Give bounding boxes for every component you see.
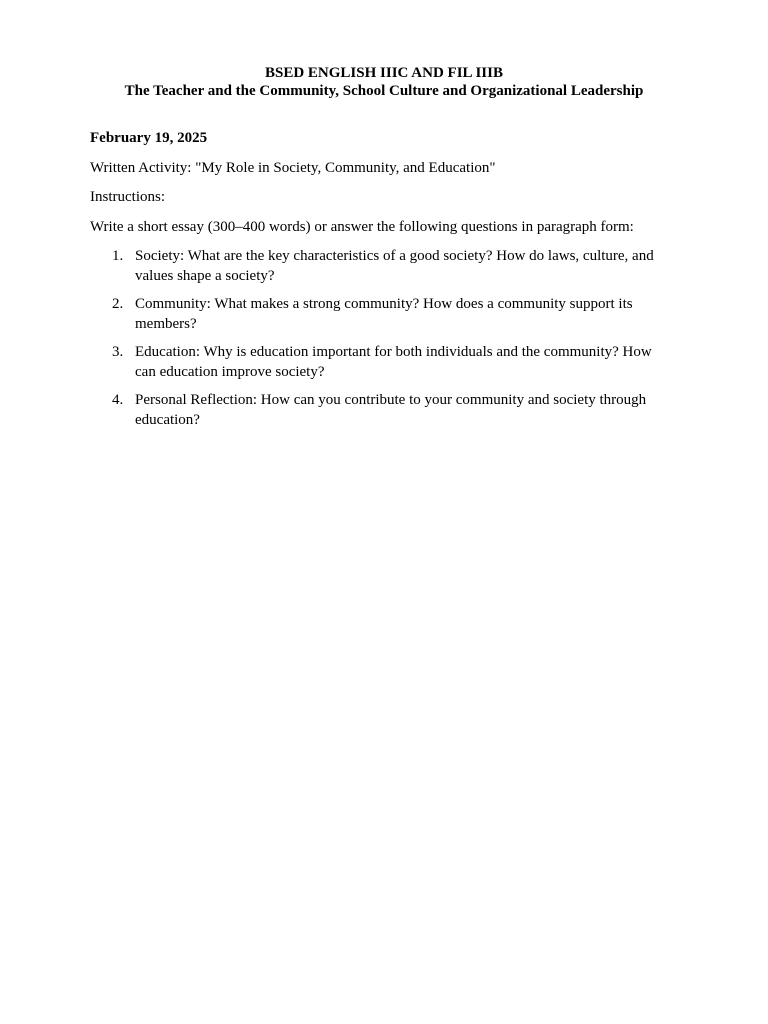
question-text: Education: Why is education important for both individuals and the community? How can education improve society? — [135, 344, 652, 380]
course-title: BSED ENGLISH IIIC AND FIL IIIB — [264, 65, 503, 81]
question-number: 2. — [112, 296, 124, 312]
instructions-label: Instructions: — [90, 189, 165, 205]
question-number: 4. — [112, 392, 124, 408]
question-number: 1. — [112, 248, 124, 264]
question-text: Community: What makes a strong community? How does a community support its members? — [135, 296, 633, 332]
subject-title: The Teacher and the Community, School Culture and Organizational Leadership — [124, 83, 644, 99]
activity-title: Written Activity: "My Role in Society, Community, and Education" — [90, 160, 496, 176]
document-header — [90, 64, 678, 100]
question-item — [90, 247, 670, 286]
question-list — [90, 247, 670, 439]
question-text: Society: What are the key characteristics of a good society? How do laws, culture, and values shape a society? — [135, 248, 654, 284]
instructions-prompt: Write a short essay (300–400 words) or answer the following questions in paragraph form: — [90, 219, 634, 235]
question-item — [90, 391, 670, 430]
question-number: 3. — [112, 344, 124, 360]
activity-date: February 19, 2025 — [90, 130, 208, 146]
question-item — [90, 343, 670, 382]
question-text: Personal Reflection: How can you contribute to your community and society through education? — [135, 392, 647, 428]
question-item — [90, 295, 670, 334]
